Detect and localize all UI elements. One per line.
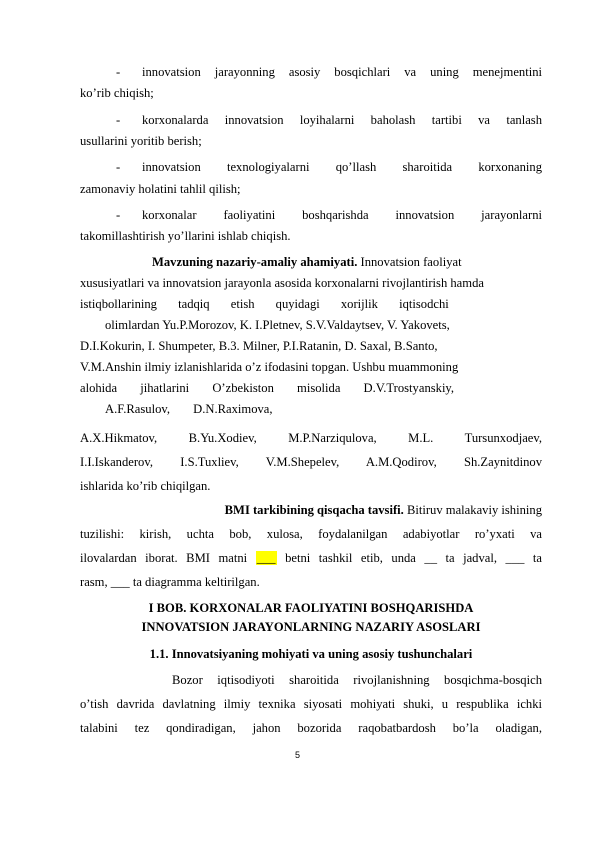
structure-line: tuzilishi: kirish, uchta bob, xulosa, foydalanilgan adabiyotlar ro’yxati va [80,527,542,541]
body-line: Bozor iqtisodiyoti sharoitida rivojlanishning bosqichma-bosqich [172,673,542,687]
bullet-text: innovatsion jarayonning asosiy bosqichlari va uning menejmentini [142,65,542,79]
structure-heading: BMI tarkibining qisqacha tavsifi. [224,503,404,517]
structure-line [80,551,542,566]
relevance-line: V.M.Anshin ilmiy izlanishlarida o’z ifodasini topgan. Ushbu muammoning [80,360,459,374]
body-line: talabini tez qondiradigan, jahon bozorida raqobatbardosh bo’la oladigan, [80,721,542,735]
relevance-line: I.I.Iskanderov, I.S.Tuxliev, V.M.Shepelev, A.M.Qodirov, Sh.Zaynitdinov [80,455,542,469]
relevance-heading: Mavzuning nazariy-amaliy ahamiyati. [152,255,358,269]
structure-text: ilovalardan iborat. BMI matni [80,551,248,565]
bullet-text-cont: takomillashtirish yo’llarini ishlab chiqish. [80,229,291,243]
bullet-dash: - [116,65,121,79]
relevance-line: istiqbollarining tadqiq etish quyidagi xorijlik iqtisodchi [80,297,449,311]
structure-line [200,503,542,518]
relevance-text: Innovatsion faoliyat [360,255,462,269]
body-line: o’tish davrida davlatning ilmiy texnika siyosati mohiyati shuki, u respublika ichki [80,697,542,711]
bullet-text-cont: usullarini yoritib berish; [80,134,202,148]
relevance-line: A.X.Hikmatov, B.Yu.Xodiev, M.P.Narziqulova, M.L. Tursunxodjaev, [80,431,542,445]
bullet-dash: - [116,160,121,174]
bullet-dash: - [116,208,121,222]
bullet-dash: - [116,113,121,127]
relevance-line: olimlardan Yu.P.Morozov, K. I.Pletnev, S.V.Valdaytsev, V. Yakovets, [105,318,450,332]
section-title: 1.1. Innovatsiyaning mohiyati va uning asosiy tushunchalari [149,647,473,661]
relevance-line: alohida jihatlarini O’zbekiston misolida D.V.Trostyanskiy, [80,381,455,395]
structure-text: Bitiruv malakaviy ishining [406,503,542,517]
structure-line: rasm, ___ ta diagramma keltirilgan. [80,575,260,589]
page-number: 5 [294,750,300,760]
relevance-line [152,255,542,270]
chapter-title: INNOVATSION JARAYONLARNING NAZARIY ASOSLARI [141,620,481,634]
relevance-line: A.F.Rasulov, D.N.Raximova, [105,402,273,416]
relevance-line: D.I.Kokurin, I. Shumpeter, B.3. Milner, P.I.Ratanin, D. Saxal, B.Santo, [80,339,438,353]
pages-count-placeholder: ___ [256,551,276,565]
relevance-line: xususiyatlari va innovatsion jarayonla asosida korxonalarni rivojlantirish hamda [80,276,484,290]
bullet-text: innovatsion texnologiyalarni qo’llash sharoitida korxonaning [142,160,542,174]
bullet-text: korxonalarda innovatsion loyihalarni baholash tartibi va tanlash [142,113,542,127]
relevance-line: ishlarida ko’rib chiqilgan. [80,479,211,493]
bullet-text-cont: zamonaviy holatini tahlil qilish; [80,182,241,196]
bullet-text: korxonalar faoliyatini boshqarishda innovatsion jarayonlarni [142,208,542,222]
bullet-text-cont: ko’rib chiqish; [80,86,154,100]
chapter-title: I BOB. KORXONALAR FAOLIYATINI BOSHQARISHDA [148,601,474,615]
structure-text: betni tashkil etib, unda __ ta jadval, ___ ta [285,551,543,565]
